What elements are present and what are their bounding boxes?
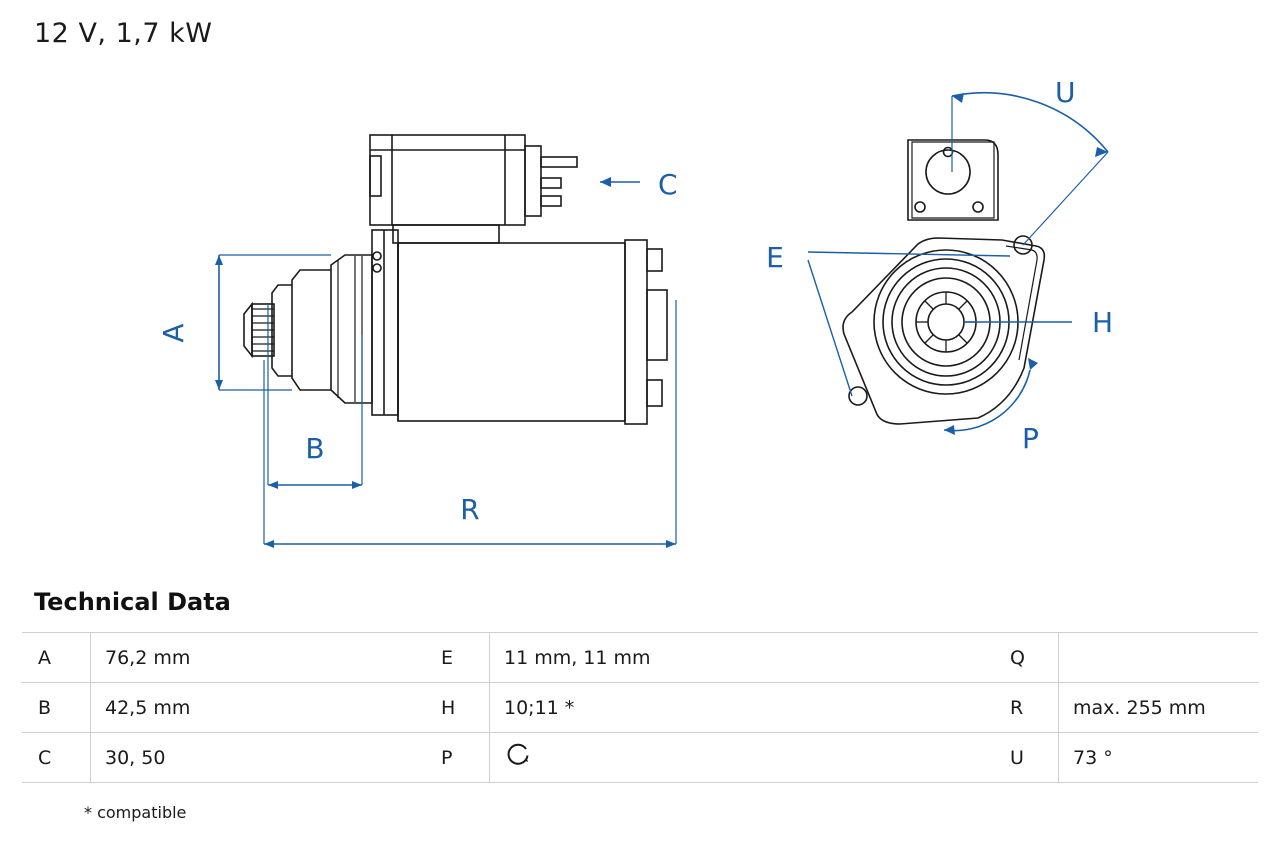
cell-value-u: 73 °	[1073, 746, 1113, 769]
label-h: H	[1092, 306, 1114, 339]
cell-key-q: Q	[994, 633, 1059, 683]
cell-key-c: C	[22, 733, 91, 783]
cell-value-h: 10;11 *	[504, 696, 575, 719]
cell-key-b: B	[22, 683, 91, 733]
table-row	[22, 733, 1258, 783]
cell-key-h: H	[425, 683, 490, 733]
page-title: 12 V, 1,7 kW	[34, 18, 213, 49]
table-row	[22, 633, 1258, 683]
label-b: B	[305, 432, 325, 465]
label-u: U	[1055, 76, 1076, 109]
cell-value-q	[1059, 633, 1259, 683]
cell-key-u: U	[994, 733, 1059, 783]
cell-key-a: A	[22, 633, 91, 683]
cell-value-e: 11 mm, 11 mm	[504, 646, 651, 669]
cell-value-c: 30, 50	[105, 746, 166, 769]
table-row	[22, 683, 1258, 733]
technical-drawing	[0, 60, 1280, 580]
technical-data-heading: Technical Data	[34, 588, 231, 616]
cell-value-r: max. 255 mm	[1073, 696, 1206, 719]
label-r: R	[460, 493, 480, 526]
label-e: E	[766, 241, 784, 274]
cell-value-p	[490, 733, 995, 783]
cell-key-e: E	[425, 633, 490, 683]
cell-value-a: 76,2 mm	[105, 646, 191, 669]
cell-key-p: P	[425, 733, 490, 783]
label-c: C	[658, 168, 678, 201]
cell-key-r: R	[994, 683, 1059, 733]
cell-value-b: 42,5 mm	[105, 696, 191, 719]
clockwise-rotation-icon	[504, 740, 534, 775]
label-p: P	[1022, 422, 1039, 455]
technical-data-table	[22, 632, 1258, 783]
label-a: A	[157, 323, 190, 343]
table-footnote: * compatible	[84, 803, 187, 822]
